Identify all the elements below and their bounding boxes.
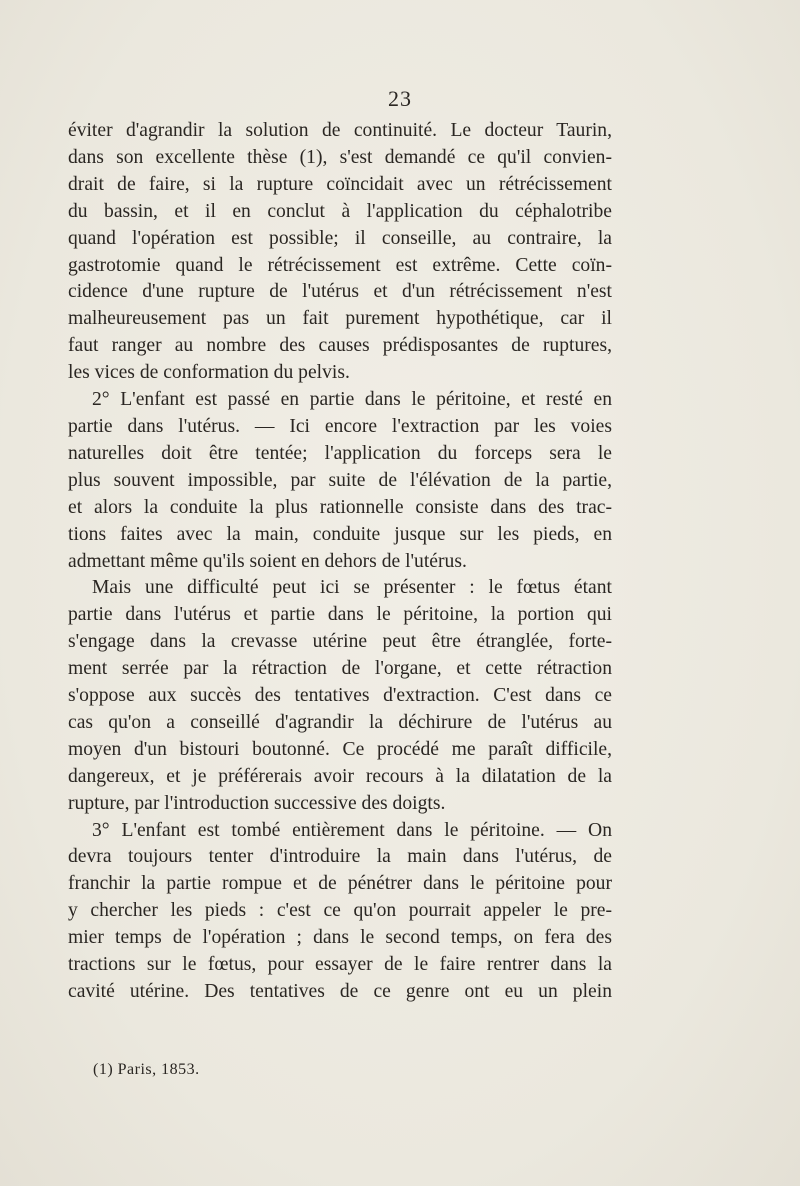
text-line: malheureusement pas un fait purement hypothétique, car il [68,308,612,330]
text-line: du bassin, et il en conclut à l'application du céphalotribe [68,200,612,222]
text-line: drait de faire, si la rupture coïncidait avec un rétrécissement [68,173,612,195]
text-line: et alors la conduite la plus rationnelle consiste dans des trac- [68,496,612,518]
text-line: rupture, par l'introduction successive des doigts. [68,792,446,814]
text-line: moyen d'un bistouri boutonné. Ce procédé me paraît difficile, [68,738,612,760]
footnote: (1) Paris, 1853. [93,1061,200,1078]
text-line: éviter d'agrandir la solution de continuité. Le docteur Taurin, [68,120,612,141]
text-line: faut ranger au nombre des causes prédisposantes de ruptures, [68,335,612,357]
text-line: cidence d'une rupture de l'utérus et d'un rétrécissement n'est [68,281,612,303]
text-line: partie dans l'utérus et partie dans le péritoine, la portion qui [68,604,612,626]
text-line: tions faites avec la main, conduite jusque sur les pieds, en [68,523,612,545]
text-line: mier temps de l'opération ; dans le second temps, on fera des [68,927,612,949]
text-line: gastrotomie quand le rétrécissement est extrême. Cette coïn- [68,254,612,276]
text-line: naturelles doit être tentée; l'application du forceps sera le [68,442,612,464]
text-line: Mais une difficulté peut ici se présenter : le fœtus étant [92,577,612,599]
text-line: y chercher les pieds : c'est ce qu'on pourrait appeler le pre- [68,900,612,922]
page-number: 23 [388,86,412,111]
text-line: dangereux, et je préférerais avoir recours à la dilatation de la [68,765,612,787]
text-line: devra toujours tenter d'introduire la main dans l'utérus, de [68,846,612,868]
text-line: admettant même qu'ils soient en dehors de l'utérus. [68,550,467,572]
body-text [68,118,612,1006]
text-line: s'engage dans la crevasse utérine peut être étranglée, forte- [68,631,612,653]
text-line: partie dans l'utérus. — Ici encore l'extraction par les voies [68,415,612,437]
text-line: quand l'opération est possible; il conseille, au contraire, la [68,227,612,249]
text-line: dans son excellente thèse (1), s'est demandé ce qu'il convien- [68,146,612,168]
text-line: les vices de conformation du pelvis. [68,362,350,384]
text-line: franchir la partie rompue et de pénétrer dans le péritoine pour [68,873,612,895]
text-line: 2° L'enfant est passé en partie dans le péritoine, et resté en [92,389,612,411]
text-line: cavité utérine. Des tentatives de ce genre ont eu un plein [68,981,612,1002]
text-line: ment serrée par la rétraction de l'organe, et cette rétraction [68,658,612,680]
text-line: cas qu'on a conseillé d'agrandir la déchirure de l'utérus au [68,711,612,733]
text-line: tractions sur le fœtus, pour essayer de le faire rentrer dans la [68,954,612,976]
text-line: s'oppose aux succès des tentatives d'extraction. C'est dans ce [68,685,612,707]
text-line: plus souvent impossible, par suite de l'élévation de la partie, [68,469,612,491]
text-line: 3° L'enfant est tombé entièrement dans le péritoine. — On [92,819,612,841]
